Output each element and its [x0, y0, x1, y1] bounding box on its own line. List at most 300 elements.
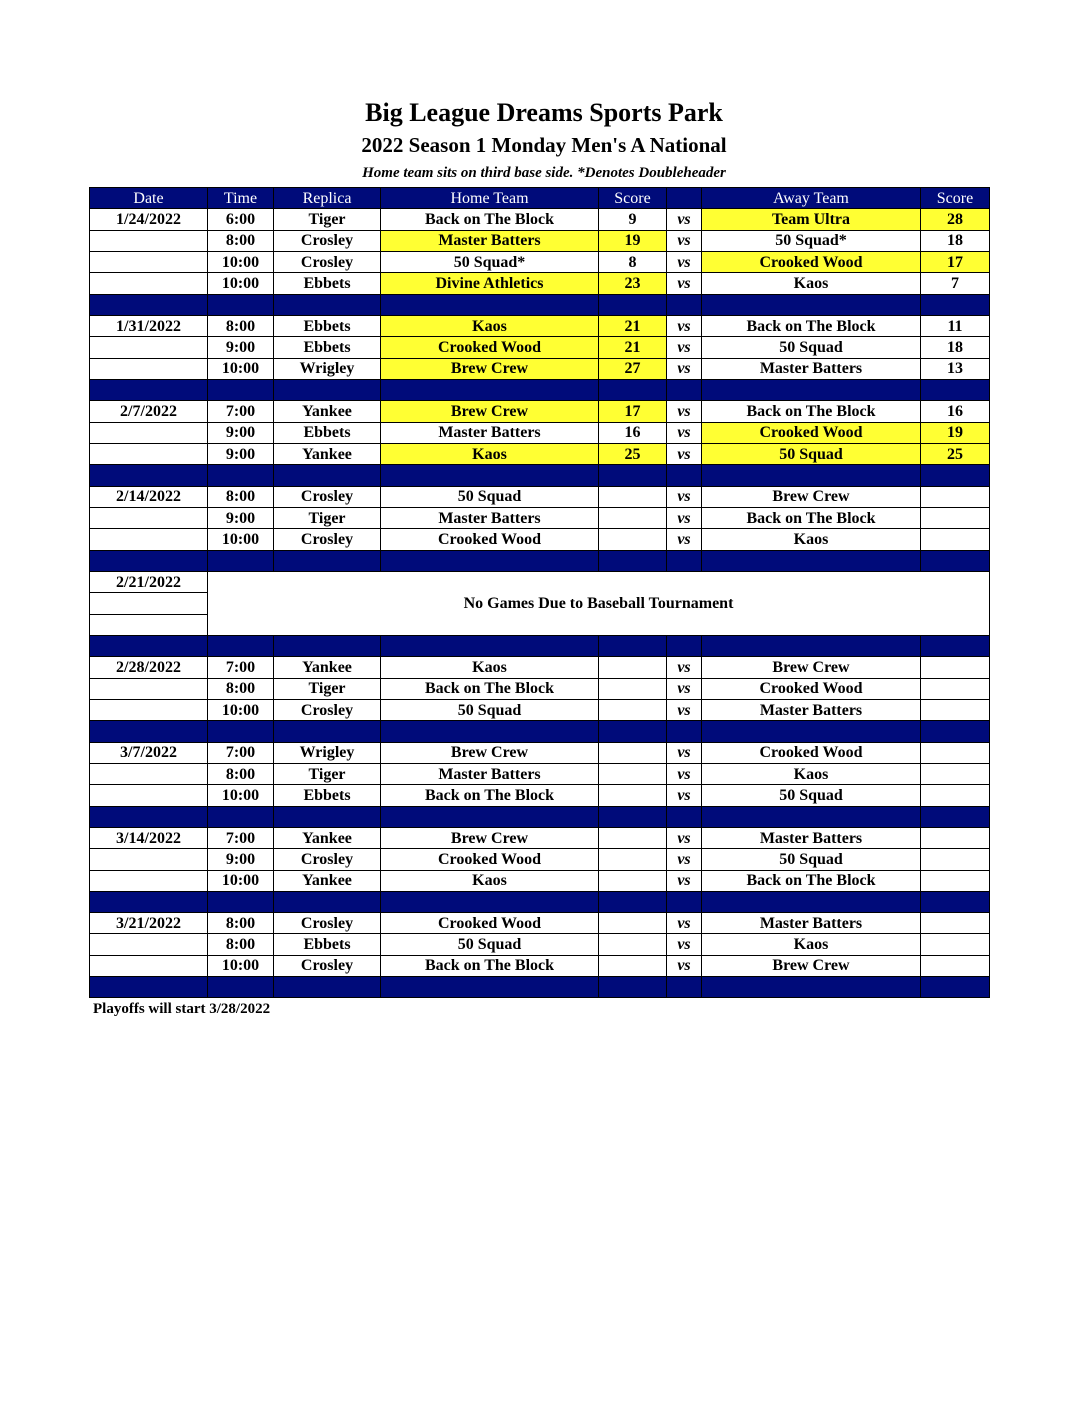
separator-cell: [274, 379, 381, 400]
home-score-cell: [599, 827, 667, 848]
page-title: Big League Dreams Sports Park: [365, 98, 723, 127]
time-cell: 10:00: [208, 870, 274, 891]
vs-cell: vs: [667, 763, 702, 784]
home-score-cell: [599, 934, 667, 955]
home-team-cell: Back on The Block: [381, 678, 599, 699]
week-separator: [90, 891, 990, 912]
away-score-cell: 11: [921, 315, 990, 336]
separator-cell: [667, 806, 702, 827]
vs-cell: vs: [667, 699, 702, 720]
separator-cell: [667, 635, 702, 656]
replica-cell: Tiger: [274, 507, 381, 528]
replica-cell: Wrigley: [274, 358, 381, 379]
replica-cell: Ebbets: [274, 273, 381, 294]
table-row: [90, 955, 990, 976]
separator-cell: [90, 294, 208, 315]
away-score-cell: [921, 827, 990, 848]
away-team-cell: Back on The Block: [702, 315, 921, 336]
separator-cell: [921, 721, 990, 742]
separator-cell: [702, 806, 921, 827]
table-row: [90, 337, 990, 358]
home-score-cell: [599, 657, 667, 678]
replica-cell: Ebbets: [274, 785, 381, 806]
date-cell: [90, 870, 208, 891]
table-row: [90, 870, 990, 891]
table-row: [90, 699, 990, 720]
separator-cell: [208, 635, 274, 656]
date-cell: [90, 422, 208, 443]
home-score-cell: [599, 870, 667, 891]
time-cell: 7:00: [208, 827, 274, 848]
home-team-cell: Crooked Wood: [381, 529, 599, 550]
away-score-cell: 25: [921, 443, 990, 464]
vs-cell: vs: [667, 251, 702, 272]
time-cell: 10:00: [208, 273, 274, 294]
replica-cell: Crosley: [274, 955, 381, 976]
time-cell: 8:00: [208, 230, 274, 251]
replica-cell: Tiger: [274, 763, 381, 784]
separator-cell: [90, 550, 208, 571]
away-team-cell: Master Batters: [702, 827, 921, 848]
away-score-cell: [921, 763, 990, 784]
separator-cell: [208, 721, 274, 742]
separator-cell: [208, 891, 274, 912]
separator-cell: [381, 635, 599, 656]
table-row: [90, 315, 990, 336]
separator-cell: [274, 721, 381, 742]
date-cell: [90, 785, 208, 806]
col-header-home-team: Home Team: [381, 188, 599, 209]
vs-cell: vs: [667, 934, 702, 955]
separator-cell: [274, 806, 381, 827]
table-row: [90, 358, 990, 379]
replica-cell: Tiger: [274, 209, 381, 230]
away-team-cell: Kaos: [702, 934, 921, 955]
separator-cell: [702, 294, 921, 315]
separator-cell: [667, 465, 702, 486]
away-team-cell: Kaos: [702, 529, 921, 550]
table-row: [90, 742, 990, 763]
separator-cell: [921, 465, 990, 486]
away-team-cell: Master Batters: [702, 358, 921, 379]
separator-cell: [921, 977, 990, 998]
home-score-cell: [599, 763, 667, 784]
time-cell: 10:00: [208, 699, 274, 720]
away-score-cell: [921, 657, 990, 678]
separator-cell: [667, 550, 702, 571]
separator-cell: [921, 891, 990, 912]
date-cell: 2/7/2022: [90, 401, 208, 422]
away-score-cell: [921, 913, 990, 934]
away-team-cell: 50 Squad*: [702, 230, 921, 251]
date-cell: [90, 230, 208, 251]
table-row: [90, 571, 990, 592]
separator-cell: [667, 294, 702, 315]
replica-cell: Tiger: [274, 678, 381, 699]
away-team-cell: Brew Crew: [702, 657, 921, 678]
separator-cell: [90, 806, 208, 827]
date-cell: [90, 849, 208, 870]
time-cell: 8:00: [208, 913, 274, 934]
date-cell: 2/14/2022: [90, 486, 208, 507]
home-score-cell: [599, 955, 667, 976]
away-team-cell: Master Batters: [702, 699, 921, 720]
time-cell: 9:00: [208, 507, 274, 528]
table-row: [90, 657, 990, 678]
separator-cell: [599, 721, 667, 742]
away-team-cell: Crooked Wood: [702, 678, 921, 699]
separator-cell: [702, 550, 921, 571]
home-score-cell: 16: [599, 422, 667, 443]
separator-cell: [921, 806, 990, 827]
home-team-cell: Crooked Wood: [381, 849, 599, 870]
home-team-cell: Master Batters: [381, 763, 599, 784]
replica-cell: Crosley: [274, 699, 381, 720]
separator-cell: [208, 550, 274, 571]
separator-cell: [667, 379, 702, 400]
table-row: [90, 507, 990, 528]
date-cell: 2/28/2022: [90, 657, 208, 678]
week-separator: [90, 721, 990, 742]
date-cell: 3/14/2022: [90, 827, 208, 848]
time-cell: 8:00: [208, 486, 274, 507]
date-cell: [90, 443, 208, 464]
replica-cell: Crosley: [274, 913, 381, 934]
time-cell: 6:00: [208, 209, 274, 230]
separator-cell: [599, 635, 667, 656]
separator-cell: [90, 635, 208, 656]
separator-cell: [90, 977, 208, 998]
separator-cell: [381, 465, 599, 486]
away-team-cell: Brew Crew: [702, 486, 921, 507]
separator-cell: [599, 550, 667, 571]
time-cell: 7:00: [208, 401, 274, 422]
away-team-cell: 50 Squad: [702, 337, 921, 358]
replica-cell: Ebbets: [274, 422, 381, 443]
separator-cell: [381, 891, 599, 912]
away-score-cell: [921, 955, 990, 976]
col-header-away-team: Away Team: [702, 188, 921, 209]
home-score-cell: [599, 913, 667, 934]
date-cell: 2/21/2022: [90, 571, 208, 592]
date-cell: [90, 678, 208, 699]
date-cell: [90, 763, 208, 784]
time-cell: 8:00: [208, 763, 274, 784]
vs-cell: vs: [667, 657, 702, 678]
date-cell: [90, 934, 208, 955]
separator-cell: [274, 891, 381, 912]
away-score-cell: [921, 486, 990, 507]
away-team-cell: Kaos: [702, 273, 921, 294]
vs-cell: vs: [667, 678, 702, 699]
date-cell: 3/7/2022: [90, 742, 208, 763]
separator-cell: [702, 465, 921, 486]
home-score-cell: [599, 742, 667, 763]
home-team-cell: Crooked Wood: [381, 337, 599, 358]
date-cell: [90, 251, 208, 272]
vs-cell: vs: [667, 827, 702, 848]
separator-cell: [208, 806, 274, 827]
date-cell: [90, 358, 208, 379]
separator-cell: [667, 977, 702, 998]
week-separator: [90, 379, 990, 400]
separator-cell: [208, 977, 274, 998]
home-score-cell: 9: [599, 209, 667, 230]
table-row: [90, 209, 990, 230]
home-team-cell: Crooked Wood: [381, 913, 599, 934]
table-row: [90, 529, 990, 550]
time-cell: 8:00: [208, 934, 274, 955]
home-team-cell: Brew Crew: [381, 827, 599, 848]
date-cell: [90, 593, 208, 614]
home-team-cell: 50 Squad*: [381, 251, 599, 272]
vs-cell: vs: [667, 422, 702, 443]
time-cell: 10:00: [208, 955, 274, 976]
home-team-cell: 50 Squad: [381, 486, 599, 507]
separator-cell: [702, 891, 921, 912]
col-header-away-score: Score: [921, 188, 990, 209]
separator-cell: [599, 891, 667, 912]
home-team-cell: Brew Crew: [381, 358, 599, 379]
vs-cell: vs: [667, 870, 702, 891]
vs-cell: vs: [667, 337, 702, 358]
week-separator: [90, 635, 990, 656]
separator-cell: [702, 379, 921, 400]
away-team-cell: Back on The Block: [702, 507, 921, 528]
away-score-cell: [921, 529, 990, 550]
replica-cell: Yankee: [274, 443, 381, 464]
away-team-cell: Brew Crew: [702, 955, 921, 976]
home-score-cell: 21: [599, 315, 667, 336]
separator-cell: [599, 465, 667, 486]
away-score-cell: [921, 699, 990, 720]
date-cell: 3/21/2022: [90, 913, 208, 934]
table-row: [90, 849, 990, 870]
time-cell: 9:00: [208, 849, 274, 870]
replica-cell: Ebbets: [274, 337, 381, 358]
away-score-cell: 18: [921, 337, 990, 358]
date-cell: [90, 337, 208, 358]
home-score-cell: [599, 849, 667, 870]
separator-cell: [381, 379, 599, 400]
col-header-date: Date: [90, 188, 208, 209]
vs-cell: vs: [667, 315, 702, 336]
home-score-cell: 21: [599, 337, 667, 358]
separator-cell: [381, 806, 599, 827]
separator-cell: [599, 379, 667, 400]
table-row: [90, 230, 990, 251]
schedule-table: [89, 187, 990, 998]
away-team-cell: Back on The Block: [702, 401, 921, 422]
separator-cell: [921, 294, 990, 315]
away-score-cell: 7: [921, 273, 990, 294]
away-score-cell: 28: [921, 209, 990, 230]
home-team-cell: Master Batters: [381, 230, 599, 251]
time-cell: 9:00: [208, 443, 274, 464]
home-score-cell: [599, 529, 667, 550]
replica-cell: Crosley: [274, 230, 381, 251]
home-team-cell: Master Batters: [381, 507, 599, 528]
vs-cell: vs: [667, 443, 702, 464]
away-score-cell: [921, 507, 990, 528]
home-team-cell: 50 Squad: [381, 699, 599, 720]
separator-cell: [667, 721, 702, 742]
page-subtitle: 2022 Season 1 Monday Men's A National: [361, 133, 727, 157]
home-team-cell: Brew Crew: [381, 401, 599, 422]
date-cell: [90, 507, 208, 528]
vs-cell: vs: [667, 742, 702, 763]
date-cell: [90, 614, 208, 635]
away-team-cell: Master Batters: [702, 913, 921, 934]
separator-cell: [274, 294, 381, 315]
week-separator: [90, 806, 990, 827]
home-team-cell: Kaos: [381, 443, 599, 464]
away-team-cell: Back on The Block: [702, 870, 921, 891]
week-separator: [90, 294, 990, 315]
date-cell: [90, 529, 208, 550]
separator-cell: [274, 550, 381, 571]
table-row: [90, 785, 990, 806]
time-cell: 10:00: [208, 358, 274, 379]
time-cell: 7:00: [208, 657, 274, 678]
vs-cell: vs: [667, 230, 702, 251]
separator-cell: [274, 635, 381, 656]
separator-cell: [208, 294, 274, 315]
table-row: [90, 273, 990, 294]
separator-cell: [381, 294, 599, 315]
away-score-cell: 19: [921, 422, 990, 443]
time-cell: 8:00: [208, 678, 274, 699]
away-team-cell: 50 Squad: [702, 785, 921, 806]
col-header-time: Time: [208, 188, 274, 209]
away-team-cell: Crooked Wood: [702, 422, 921, 443]
separator-cell: [90, 891, 208, 912]
time-cell: 7:00: [208, 742, 274, 763]
table-row: [90, 763, 990, 784]
away-score-cell: 16: [921, 401, 990, 422]
col-header-vs: [667, 188, 702, 209]
separator-cell: [599, 806, 667, 827]
home-team-cell: Back on The Block: [381, 209, 599, 230]
time-cell: 10:00: [208, 785, 274, 806]
vs-cell: vs: [667, 209, 702, 230]
week-separator: [90, 465, 990, 486]
table-row: [90, 443, 990, 464]
separator-cell: [921, 635, 990, 656]
col-header-replica: Replica: [274, 188, 381, 209]
time-cell: 9:00: [208, 422, 274, 443]
table-row: [90, 401, 990, 422]
table-row: [90, 422, 990, 443]
separator-cell: [702, 721, 921, 742]
away-score-cell: [921, 849, 990, 870]
replica-cell: Ebbets: [274, 315, 381, 336]
home-score-cell: [599, 785, 667, 806]
table-row: [90, 913, 990, 934]
home-team-cell: Back on The Block: [381, 785, 599, 806]
home-score-cell: 27: [599, 358, 667, 379]
home-score-cell: [599, 699, 667, 720]
replica-cell: Ebbets: [274, 934, 381, 955]
vs-cell: vs: [667, 486, 702, 507]
table-row: [90, 486, 990, 507]
home-team-cell: Divine Athletics: [381, 273, 599, 294]
home-score-cell: 19: [599, 230, 667, 251]
separator-cell: [381, 721, 599, 742]
home-team-cell: Kaos: [381, 315, 599, 336]
away-score-cell: [921, 742, 990, 763]
separator-cell: [274, 465, 381, 486]
away-score-cell: [921, 678, 990, 699]
separator-cell: [702, 635, 921, 656]
home-score-cell: [599, 486, 667, 507]
home-score-cell: 8: [599, 251, 667, 272]
vs-cell: vs: [667, 913, 702, 934]
away-team-cell: Kaos: [702, 763, 921, 784]
separator-cell: [381, 977, 599, 998]
vs-cell: vs: [667, 273, 702, 294]
vs-cell: vs: [667, 401, 702, 422]
away-score-cell: [921, 934, 990, 955]
separator-cell: [90, 721, 208, 742]
replica-cell: Crosley: [274, 529, 381, 550]
col-header-home-score: Score: [599, 188, 667, 209]
vs-cell: vs: [667, 358, 702, 379]
home-score-cell: 23: [599, 273, 667, 294]
home-team-cell: 50 Squad: [381, 934, 599, 955]
separator-cell: [921, 379, 990, 400]
time-cell: 10:00: [208, 529, 274, 550]
replica-cell: Yankee: [274, 401, 381, 422]
separator-cell: [208, 465, 274, 486]
separator-cell: [90, 379, 208, 400]
separator-cell: [667, 891, 702, 912]
home-score-cell: [599, 678, 667, 699]
away-score-cell: 17: [921, 251, 990, 272]
home-team-cell: Back on The Block: [381, 955, 599, 976]
separator-cell: [921, 550, 990, 571]
away-team-cell: Crooked Wood: [702, 742, 921, 763]
week-separator: [90, 550, 990, 571]
vs-cell: vs: [667, 529, 702, 550]
no-games-banner: No Games Due to Baseball Tournament: [208, 571, 990, 635]
vs-cell: vs: [667, 785, 702, 806]
date-cell: [90, 699, 208, 720]
separator-cell: [599, 977, 667, 998]
replica-cell: Yankee: [274, 870, 381, 891]
home-score-cell: 25: [599, 443, 667, 464]
date-cell: 1/31/2022: [90, 315, 208, 336]
replica-cell: Wrigley: [274, 742, 381, 763]
replica-cell: Yankee: [274, 657, 381, 678]
separator-cell: [208, 379, 274, 400]
home-team-cell: Master Batters: [381, 422, 599, 443]
week-separator: [90, 977, 990, 998]
away-score-cell: 18: [921, 230, 990, 251]
away-team-cell: 50 Squad: [702, 849, 921, 870]
replica-cell: Crosley: [274, 251, 381, 272]
time-cell: 9:00: [208, 337, 274, 358]
home-score-cell: [599, 507, 667, 528]
table-row: [90, 827, 990, 848]
home-score-cell: 17: [599, 401, 667, 422]
vs-cell: vs: [667, 955, 702, 976]
replica-cell: Crosley: [274, 849, 381, 870]
vs-cell: vs: [667, 507, 702, 528]
date-cell: 1/24/2022: [90, 209, 208, 230]
separator-cell: [381, 550, 599, 571]
away-team-cell: 50 Squad: [702, 443, 921, 464]
